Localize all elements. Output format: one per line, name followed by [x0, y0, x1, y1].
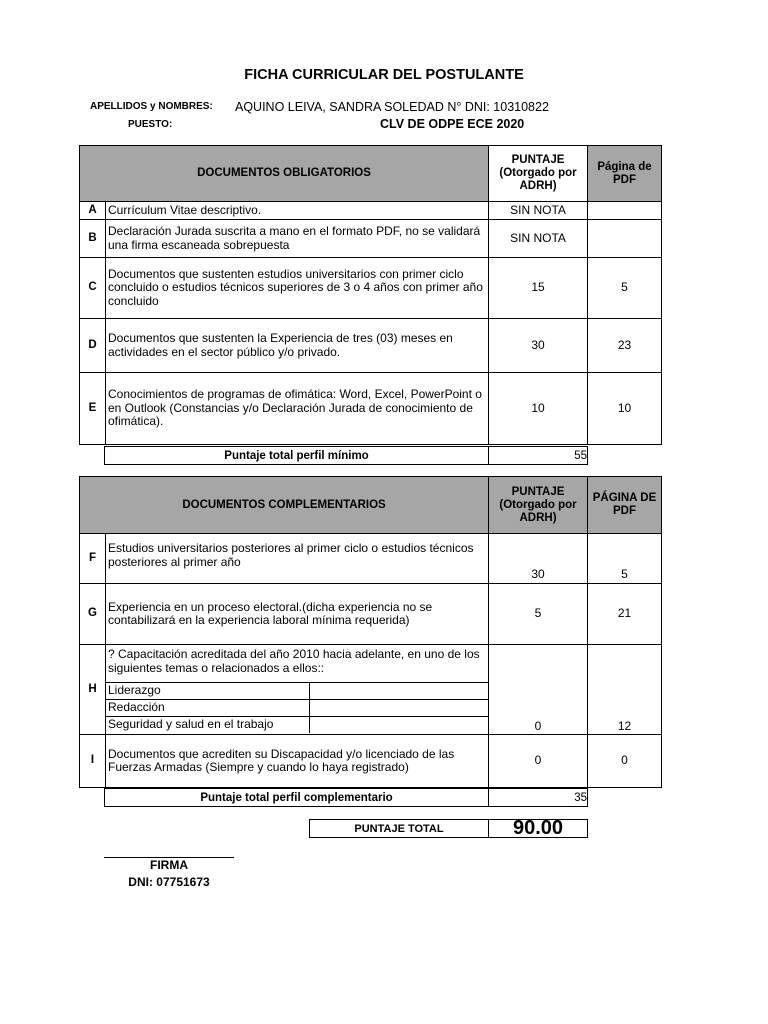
table-row: B Declaración Jurada suscrita a mano en el formato PDF, no se validará una firma escaneada sobrepuesta SIN NOTA: [80, 220, 662, 258]
table-row: I Documentos que acrediten su Discapacidad y/o licenciado de las Fuerzas Armadas (Siempre y cuando lo haya registrado) 0 0: [80, 735, 662, 788]
post-label: PUESTO:: [128, 119, 173, 130]
grand-total-value: 90.00: [488, 819, 588, 838]
table-row: E Conocimientos de programas de ofimática: Word, Excel, PowerPoint o en Outlook (Constancias y/o Declaración Jurada de conocimiento de ofimática). 10 10: [80, 373, 662, 445]
obligatorios-title: DOCUMENTOS OBLIGATORIOS: [80, 146, 489, 202]
capacitacion-desc: ? Capacitación acreditada del año 2010 hacia adelante, en uno de los siguientes temas o relacionados a ellos::: [108, 647, 480, 675]
name-label: APELLIDOS y NOMBRES:: [90, 101, 213, 112]
complementarios-col-pagina: PÁGINA DE PDF: [588, 477, 662, 534]
signature-label: FIRMA: [150, 858, 188, 872]
page-title: FICHA CURRICULAR DEL POSTULANTE: [244, 67, 524, 83]
obligatorios-total-label: Puntaje total perfil mínimo: [104, 446, 489, 465]
obligatorios-table: [79, 145, 662, 445]
obligatorios-total-value: 55: [488, 446, 588, 465]
obligatorios-col-pagina: Página de PDF: [588, 146, 662, 202]
complementarios-total-value: 35: [488, 788, 588, 807]
name-value: AQUINO LEIVA, SANDRA SOLEDAD N° DNI: 10310822: [235, 100, 549, 114]
complementarios-total-label: Puntaje total perfil complementario: [104, 788, 489, 807]
list-item: Redacción: [106, 700, 309, 717]
obligatorios-col-puntaje: PUNTAJE (Otorgado por ADRH): [489, 146, 588, 202]
table-row: D Documentos que sustenten la Experiencia de tres (03) meses en actividades en el sector público y/o privado. 30 23: [80, 319, 662, 373]
complementarios-table: [79, 476, 662, 788]
table-row: H ? Capacitación acreditada del año 2010 hacia adelante, en uno de los siguientes temas o relacionados a ellos:: Liderazgo Redacción Seguridad y salud en el trabajo 0 12: [80, 645, 662, 735]
table-row: G Experiencia en un proceso electoral.(dicha experiencia no se contabilizará en la experiencia laboral mínima requerida) 5 21: [80, 584, 662, 645]
list-item: Liderazgo: [106, 683, 309, 700]
post-value: CLV DE ODPE ECE 2020: [380, 117, 525, 131]
complementarios-title: DOCUMENTOS COMPLEMENTARIOS: [80, 477, 489, 534]
table-row: F Estudios universitarios posteriores al primer ciclo o estudios técnicos posteriores al primer año 30 5: [80, 534, 662, 584]
capacitacion-subitems: [106, 682, 489, 733]
table-row: A Currículum Vitae descriptivo. SIN NOTA: [80, 202, 662, 220]
list-item: Seguridad y salud en el trabajo: [106, 717, 309, 734]
signature-dni: DNI: 07751673: [128, 875, 210, 889]
grand-total-label: PUNTAJE TOTAL: [309, 819, 489, 838]
table-row: C Documentos que sustenten estudios universitarios con primer ciclo concluido o estudios técnicos superiores de 3 o 4 años con primer año concluido 15 5: [80, 258, 662, 319]
signature-line: [104, 843, 234, 858]
complementarios-col-puntaje: PUNTAJE (Otorgado por ADRH): [489, 477, 588, 534]
